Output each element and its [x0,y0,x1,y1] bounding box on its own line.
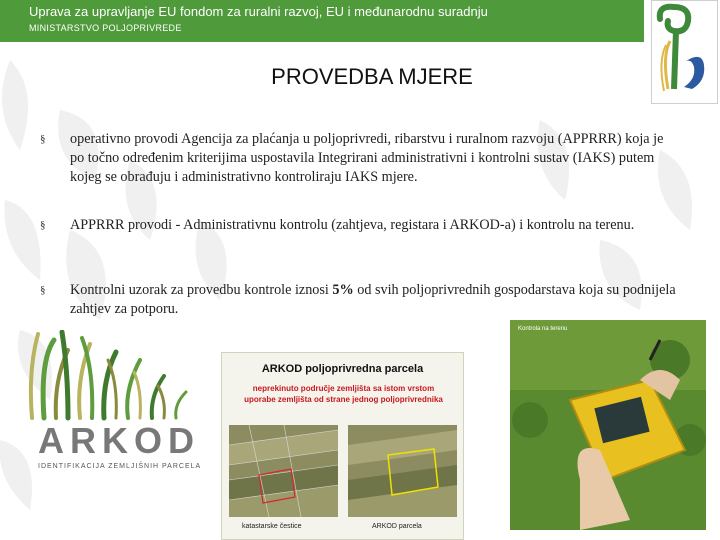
bullet-item [40,281,680,319]
caption-cadastral: katastarske čestice [242,523,302,530]
parcel-figure-title: ARKOD poljoprivredna parcela [261,363,424,375]
bullet-text-highlight: 5% [332,282,354,298]
arkod-logo-subtitle: IDENTIFIKACIJA ZEMLJIŠNIH PARCELA [38,463,202,470]
bullet-item [40,130,680,187]
bullet-text: APPRRR provodi - Administrativnu kontrolu (zahtjeva, registara i ARKOD-a) i kontrolu na terenu. [70,217,635,233]
bullet-text-start: Kontrolni uzorak za provedbu kontrole iznosi [70,282,333,298]
bullet-marker: § [40,219,46,231]
field-control-photo-image [510,320,706,530]
photo-label: Kontrola na terenu [518,326,568,332]
bullet-marker: § [40,284,46,296]
header-title: Uprava za upravljanje EU fondom za ruralni razvoj, EU i međunarodnu suradnju [29,4,488,19]
cadastral-map-image [229,425,338,517]
bullet-marker: § [40,133,46,145]
field-control-photo [510,320,706,530]
arkod-logo-text: ARKOD [38,420,200,461]
bullet-item [40,216,634,235]
header-bar [0,0,644,42]
arkod-parcel-map-image [348,425,457,517]
slide-title: PROVEDBA MJERE [271,64,473,89]
parcel-figure-description: neprekinuto područje zemljišta sa istom vrstom uporabe zemljišta od strane jednog poljoprivrednika [244,384,443,404]
bullet-text-end: od svih poljoprivrednih gospodarstava koja su podnijela zahtjev za potporu. [70,282,676,317]
arkod-parcel-figure [221,352,464,540]
caption-arkod-parcel: ARKOD parcela [372,523,422,530]
bullet-text: operativno provodi Agencija za plaćanja u poljoprivredi, ribarstvu i ruralnom razvoju (APPRRR) koja je po točno određenim kriterijima uspostavila Integrirani administrativni i kontrolni sustav (IAKS) putem kojeg se obrađuju i administrativno kontroliraju IAKS mjere. [70,131,664,185]
header-subtitle: MINISTARSTVO POLJOPRIVREDE [29,23,182,33]
